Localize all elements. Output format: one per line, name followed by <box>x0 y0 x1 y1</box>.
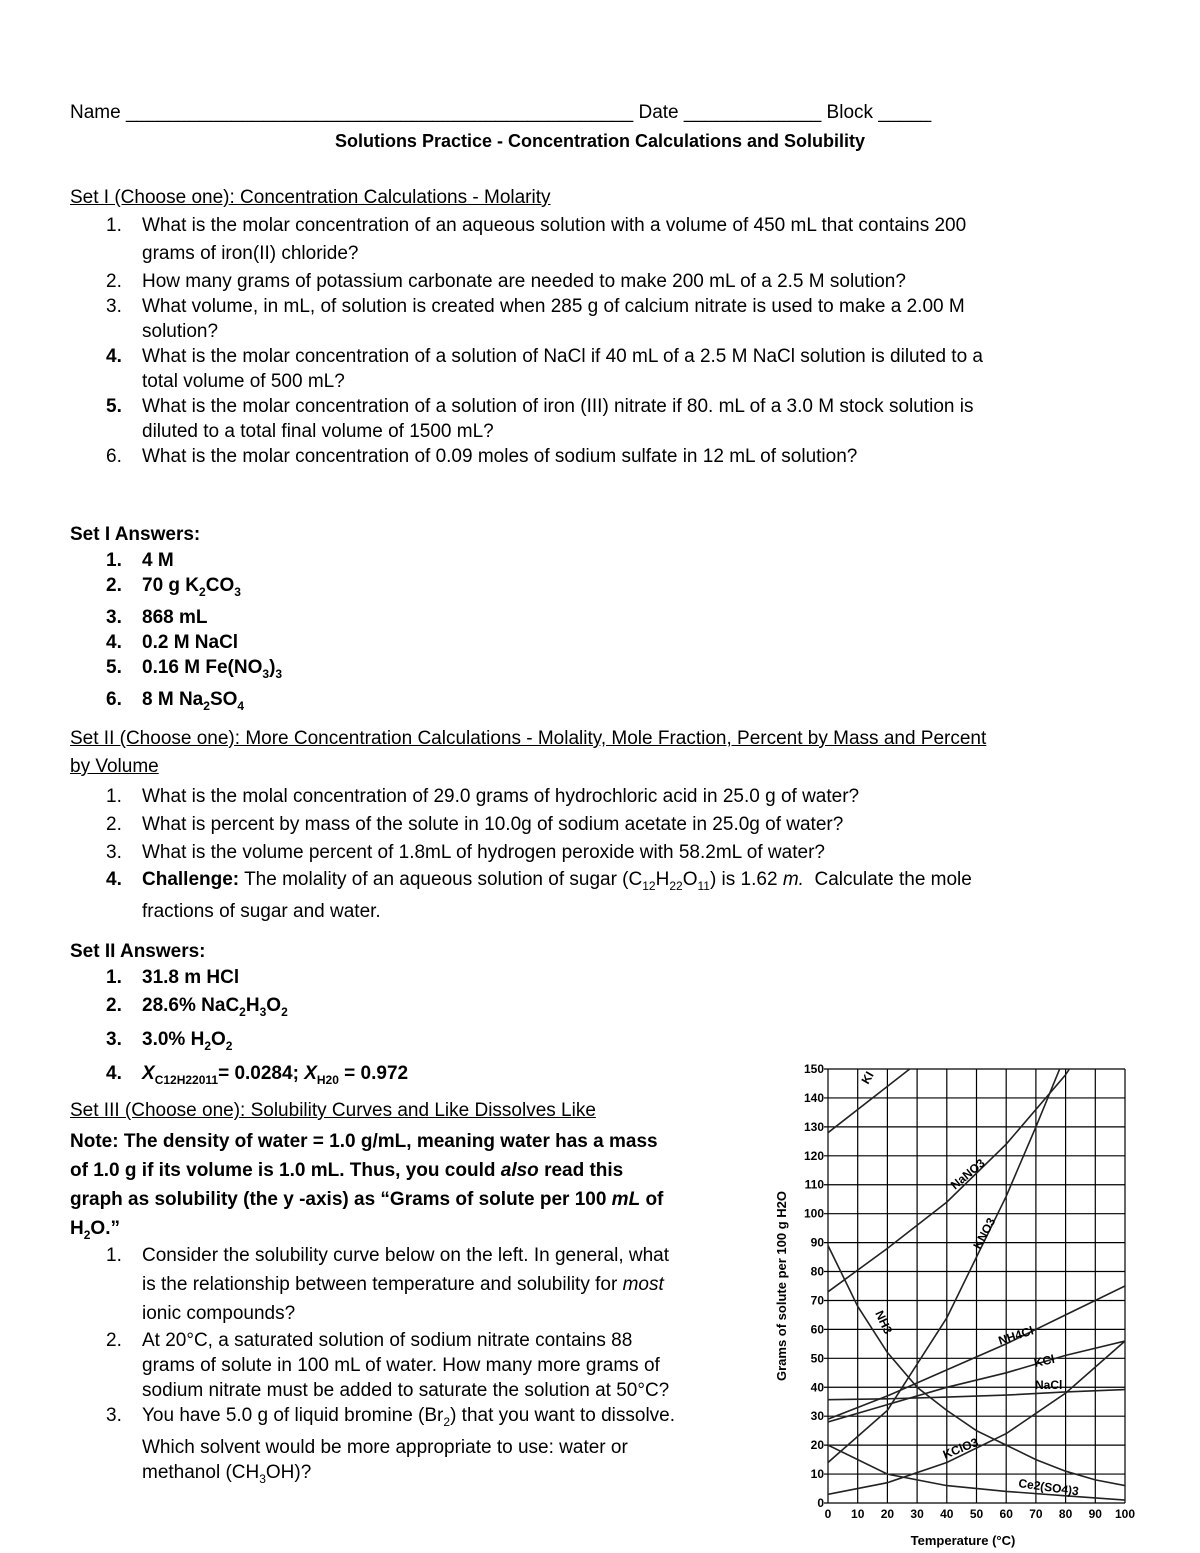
set1-answer-list <box>70 548 282 718</box>
list-item: 1. What is the molal concentration of 29.0 grams of hydrochloric acid in 25.0 g of water? <box>106 786 860 807</box>
x-tick-label: 40 <box>940 1507 954 1521</box>
list-item: 5. 0.16 M $Fe(NO_3)_3$ <box>106 656 283 681</box>
set1-heading: Set I (Choose one): Concentration Calculations - Molarity <box>70 187 551 208</box>
page-title: Solutions Practice - Concentration Calculations and Solubility <box>334 131 866 151</box>
name-label: Name <box>70 102 121 123</box>
x-tick-label: 90 <box>1088 1507 1102 1521</box>
set2-answers-heading: Set II Answers: <box>70 941 206 962</box>
set3-note: Note: The density of water = 1.0 g/mL, meaning water has a mass of 1.0 g if its volume is 1.0 mL. Thus, you could also read this graph as solubility (the y -axis) as “Grams of solute per 100 mL of $H_2O$.” <box>70 1131 664 1242</box>
list-item: 2. How many grams of potassium carbonate are needed to make 200 mL of a 2.5 M solution? <box>106 271 906 292</box>
list-item: 3. You have 5.0 g of liquid bromine $(Br_2)$ that you want to dissolve. Which solvent would be more appropriate to use: water or methanol $(CH_3OH)$? <box>106 1405 676 1486</box>
y-tick-label: 50 <box>810 1351 824 1366</box>
x-tick-label: 20 <box>880 1507 895 1521</box>
x-tick-label: 100 <box>1114 1507 1136 1521</box>
y-tick-label: 70 <box>810 1293 824 1308</box>
date-label: Date <box>638 102 679 123</box>
y-tick-label: 130 <box>803 1119 824 1134</box>
set1-question-list <box>70 213 1150 469</box>
series-label: Ce2(SO4)3 <box>1017 1476 1080 1499</box>
y-tick-label: 150 <box>803 1062 824 1076</box>
y-axis-label: Grams of solute per 100 g H2O <box>774 1190 789 1382</box>
series-label: NaCl <box>1035 1378 1063 1392</box>
list-item: 6. What is the molar concentration of 0.09 moles of sodium sulfate in 12 mL of solution? <box>106 446 858 467</box>
y-tick-label: 140 <box>803 1090 824 1105</box>
list-item: 6. 8 M $Na_2SO_4$ <box>106 688 245 713</box>
list-item: 3. 3.0% $H_2O_2$ <box>106 1028 233 1053</box>
series-label: NH4Cl <box>996 1323 1036 1348</box>
block-label: Block <box>826 102 874 123</box>
y-tick-label: 90 <box>810 1235 824 1250</box>
y-tick-label: 40 <box>810 1380 824 1395</box>
header-line: Name ________________________________________________ Date _____________ Block _____ <box>70 102 932 123</box>
set2-heading-line2: by Volume <box>70 756 159 777</box>
series-label: KNO3 <box>970 1215 999 1252</box>
list-item: 2. 70 g $K_2CO_3$ <box>106 575 241 599</box>
y-tick-label: 60 <box>810 1322 824 1337</box>
solubility-chart <box>750 1055 1150 1550</box>
set2-question-list <box>70 783 1150 924</box>
list-item: 1. 31.8 m HCl <box>106 967 240 988</box>
y-tick-label: 0 <box>817 1496 824 1510</box>
series-label: NaNO3 <box>947 1155 988 1193</box>
set3-heading: Set III (Choose one): Solubility Curves and Like Dissolves Like <box>70 1100 596 1121</box>
y-tick-label: 110 <box>804 1177 824 1192</box>
series-label: NH3 <box>872 1308 896 1337</box>
series-label: KI <box>858 1069 877 1087</box>
x-tick-label: 0 <box>824 1507 832 1521</box>
list-item: 3. What is the volume percent of 1.8mL of hydrogen peroxide with 58.2mL of water? <box>106 842 825 863</box>
list-item: 4. $X_{C12H22011}= 0.0284$; $X_{H20} = 0.972$ <box>106 1062 409 1087</box>
list-item: 3. What volume, in mL, of solution is created when 285 g of calcium nitrate is used to make a 2.00 M solution? <box>106 296 965 342</box>
list-item: 1. 4 M <box>106 550 174 571</box>
list-item: 2. 28.6% $NaC_2H_3O_2$ <box>106 995 288 1019</box>
list-item: 2. At 20°C, a saturated solution of sodium nitrate contains 88 grams of solute in 100 mL of water. How many more grams of sodium nitrate must be added to saturate the solution at 50°C? <box>106 1330 670 1401</box>
y-tick-label: 120 <box>803 1148 824 1163</box>
x-tick-label: 70 <box>1029 1507 1043 1521</box>
y-tick-label: 10 <box>810 1467 824 1482</box>
list-item: 4. What is the molar concentration of a solution of NaCl if 40 mL of a 2.5 M NaCl solution is diluted to a total volume of 500 mL? <box>106 346 983 392</box>
list-item: 3. 868 mL <box>106 606 208 628</box>
set2-heading-line1: Set II (Choose one): More Concentration Calculations - Molality, Mole Fraction, Percent by Mass and Percent <box>70 728 987 749</box>
y-tick-label: 80 <box>810 1264 824 1279</box>
y-tick-label: 100 <box>803 1206 824 1221</box>
list-item: 2. What is percent by mass of the solute in 10.0g of sodium acetate in 25.0g of water? <box>106 814 844 835</box>
list-item: 1. Consider the solubility curve below on the left. In general, what is the relationship between temperature and solubility for most ionic compounds? <box>106 1245 670 1324</box>
series-label: KClO3 <box>940 1435 981 1462</box>
set2-answer-list <box>70 964 408 1093</box>
list-item: 4. Challenge: The molality of an aqueous solution of sugar $(C_{12}H_{22}O_{11})$ is 1.62 m. Calculate the mole fractions of sugar and water. <box>106 869 972 922</box>
x-tick-label: 30 <box>910 1507 924 1521</box>
y-tick-label: 20 <box>810 1438 824 1453</box>
list-item: 5. What is the molar concentration of a solution of iron (III) nitrate if 80. mL of a 3.0 M stock solution is diluted to a total final volume of 1500 mL? <box>106 396 974 442</box>
series-label: KCl <box>1032 1351 1056 1370</box>
y-tick-label: 30 <box>810 1409 824 1424</box>
x-axis-label: Temperature (°C) <box>910 1533 1016 1548</box>
list-item: 4. 0.2 M NaCl <box>106 631 239 653</box>
x-tick-label: 50 <box>969 1507 984 1521</box>
x-tick-label: 80 <box>1058 1507 1073 1521</box>
set1-answers-heading: Set I Answers: <box>70 524 201 545</box>
x-tick-label: 60 <box>999 1507 1013 1521</box>
set3-question-list <box>70 1241 760 1492</box>
list-item: 1. What is the molar concentration of an aqueous solution with a volume of 450 mL that contains 200 grams of iron(II) chloride? <box>106 215 967 264</box>
x-tick-label: 10 <box>851 1507 865 1521</box>
